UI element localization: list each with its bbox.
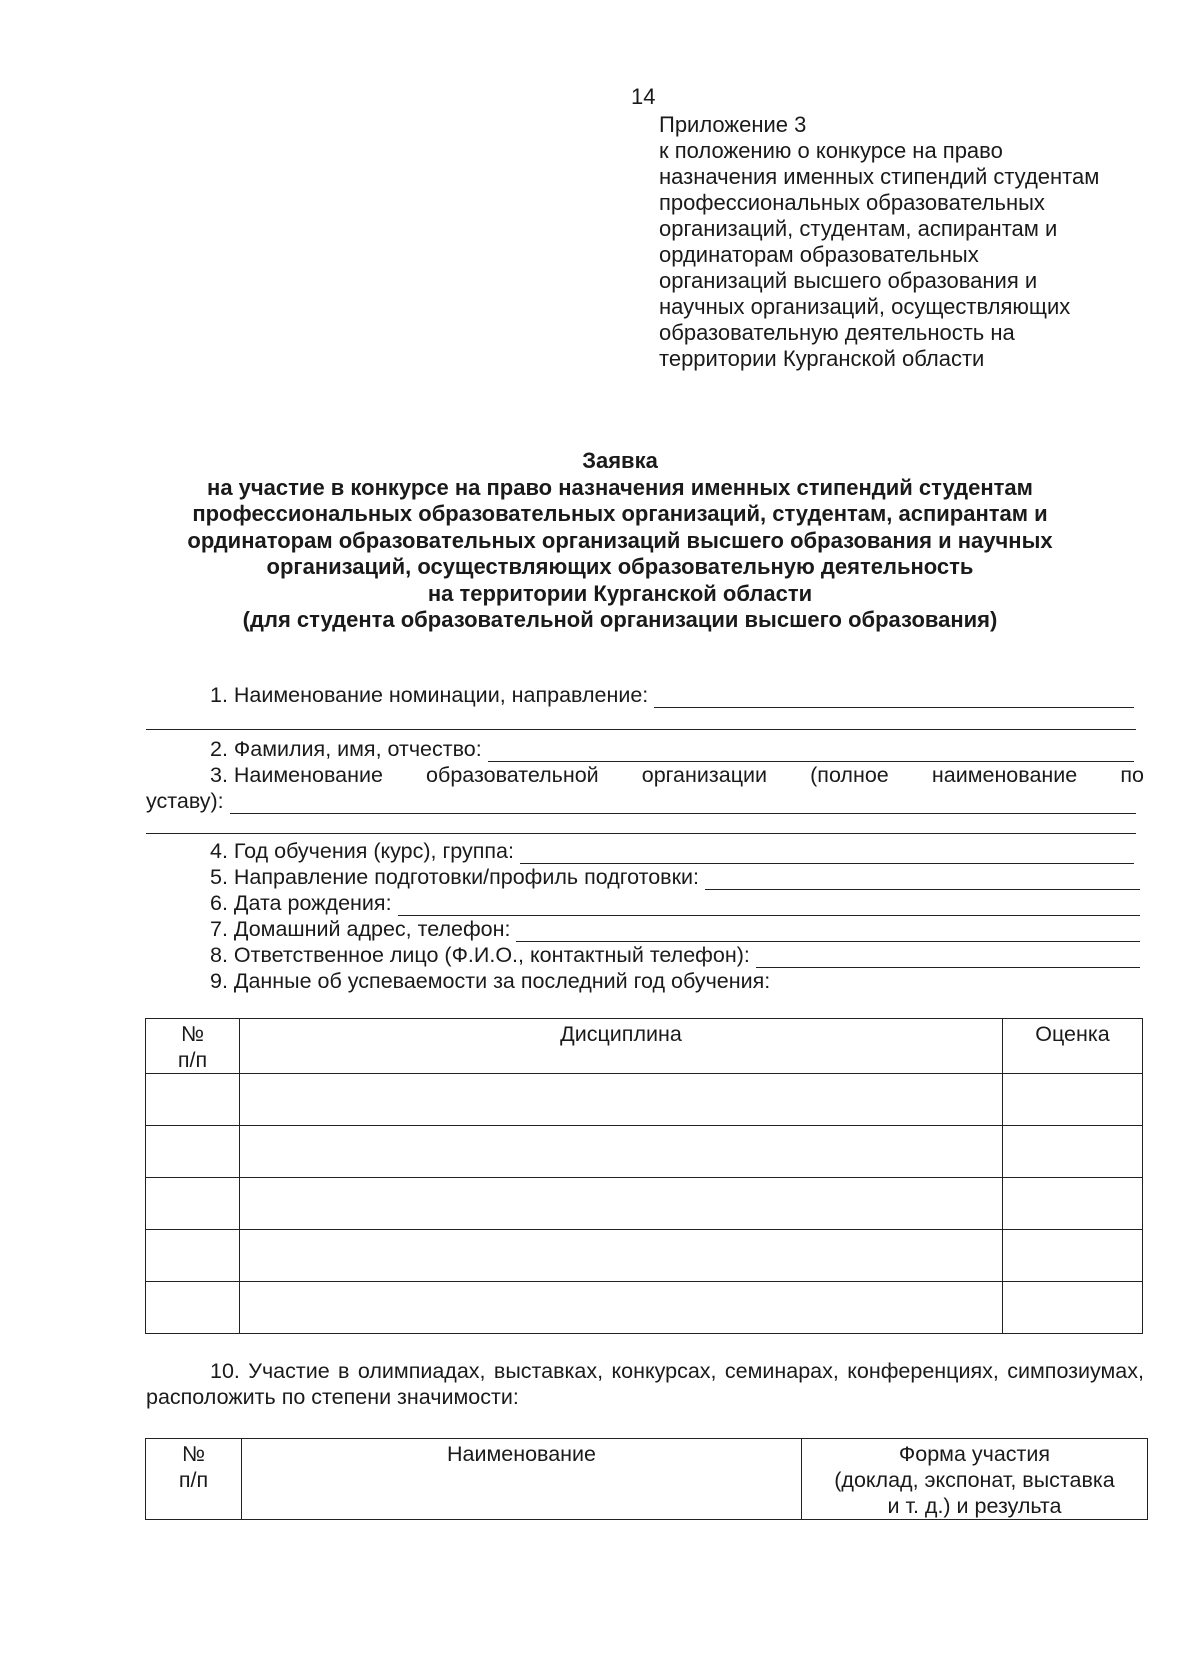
- section-10-text: 10. Участие в олимпиадах, выставках, конкурсах, семинарах, конференциях, симпозиумах, расположить по степени значимости:: [146, 1359, 1144, 1409]
- table-cell[interactable]: [240, 1230, 1003, 1282]
- appendix-line: Приложение 3: [659, 112, 807, 137]
- fill-line[interactable]: [488, 741, 1134, 762]
- fill-line[interactable]: [654, 687, 1134, 708]
- participation-table: [145, 1438, 1148, 1520]
- field-word: организации: [641, 763, 768, 787]
- field-word: (полное: [810, 763, 889, 787]
- field-label: уставу):: [146, 789, 224, 813]
- field-organization-label: [210, 762, 1144, 788]
- fill-line[interactable]: [516, 921, 1140, 942]
- field-word: наименование: [931, 763, 1078, 787]
- title-line: на территории Курганской области: [427, 580, 813, 606]
- table-row[interactable]: [146, 1178, 1143, 1230]
- title-line: (для студента образовательной организации высшего образования): [242, 607, 998, 632]
- header-discipline: Дисциплина: [240, 1019, 1003, 1074]
- fill-line-continued[interactable]: [146, 729, 1136, 730]
- appendix-line: образовательную деятельность на: [659, 320, 1015, 345]
- header-number: № п/п: [146, 1019, 240, 1074]
- fill-line[interactable]: [756, 947, 1140, 968]
- table-cell[interactable]: [1003, 1230, 1143, 1282]
- field-label: 1. Наименование номинации, направление:: [210, 683, 649, 707]
- table-row[interactable]: [146, 1126, 1143, 1178]
- appendix-line: ординаторам образовательных: [659, 242, 979, 267]
- table-cell[interactable]: [146, 1126, 240, 1178]
- field-year-group[interactable]: [210, 838, 1134, 864]
- appendix-line: профессиональных образовательных: [659, 190, 1045, 215]
- field-label: 5. Направление подготовки/профиль подготовки:: [210, 865, 699, 889]
- appendix-line: назначения именных стипендий студентам: [659, 164, 1100, 189]
- fill-line-continued[interactable]: [146, 833, 1136, 834]
- appendix-line: территории Курганской области: [659, 346, 985, 371]
- table-cell[interactable]: [146, 1282, 240, 1334]
- appendix-line: организаций высшего образования и: [659, 268, 1038, 293]
- field-full-name[interactable]: [210, 736, 1134, 762]
- table-header-row: [146, 1019, 1143, 1074]
- field-label: 4. Год обучения (курс), группа:: [210, 839, 514, 863]
- table-cell[interactable]: [240, 1126, 1003, 1178]
- appendix-line: к положению о конкурсе на право: [659, 138, 1003, 163]
- field-word: образовательной: [426, 763, 599, 787]
- table-row[interactable]: [146, 1230, 1143, 1282]
- field-label: 8. Ответственное лицо (Ф.И.О., контактный телефон):: [210, 943, 750, 967]
- grades-table: [145, 1018, 1143, 1334]
- header-participation-form: Форма участия (доклад, экспонат, выставка и т. д.) и результа: [802, 1439, 1148, 1520]
- fill-line[interactable]: [705, 869, 1140, 890]
- title-line: профессиональных образовательных организаций, студентам, аспирантам и: [192, 501, 1048, 526]
- title-line: на участие в конкурсе на право назначения именных стипендий студентам: [207, 474, 1033, 500]
- table-row[interactable]: [146, 1282, 1143, 1334]
- header-name: Наименование: [242, 1439, 802, 1520]
- table-cell[interactable]: [1003, 1178, 1143, 1230]
- field-label: 9. Данные об успеваемости за последний год обучения:: [210, 969, 771, 993]
- table-cell[interactable]: [1003, 1282, 1143, 1334]
- field-word: по: [1120, 763, 1144, 787]
- table-row[interactable]: [146, 1074, 1143, 1126]
- table-cell[interactable]: [240, 1074, 1003, 1126]
- appendix-note: [659, 112, 1159, 372]
- title-line: Заявка: [582, 448, 658, 473]
- field-training-direction[interactable]: [210, 864, 1140, 890]
- table-cell[interactable]: [240, 1282, 1003, 1334]
- field-nomination[interactable]: [210, 682, 1134, 708]
- header-grade: Оценка: [1003, 1019, 1143, 1074]
- table-cell[interactable]: [146, 1074, 240, 1126]
- table-cell[interactable]: [146, 1178, 240, 1230]
- field-label: 6. Дата рождения:: [210, 891, 392, 915]
- table-header-row: [146, 1439, 1148, 1520]
- appendix-line: научных организаций, осуществляющих: [659, 294, 1071, 319]
- field-organization[interactable]: [146, 788, 1136, 814]
- field-home-address[interactable]: [210, 916, 1140, 942]
- table-cell[interactable]: [1003, 1074, 1143, 1126]
- field-label: 7. Домашний адрес, телефон:: [210, 917, 511, 941]
- field-birth-date[interactable]: [210, 890, 1140, 916]
- field-academic-performance: [210, 968, 1140, 994]
- table-cell[interactable]: [146, 1230, 240, 1282]
- field-responsible-person[interactable]: [210, 942, 1140, 968]
- field-word: 3. Наименование: [210, 763, 383, 787]
- fill-line[interactable]: [520, 843, 1134, 864]
- page-number: 14: [631, 84, 656, 109]
- title-line: ординаторам образовательных организаций высшего образования и научных: [187, 527, 1053, 553]
- field-label: 2. Фамилия, имя, отчество:: [210, 737, 482, 761]
- table-cell[interactable]: [1003, 1126, 1143, 1178]
- document-title: [120, 448, 1120, 634]
- fill-line[interactable]: [398, 895, 1140, 916]
- table-cell[interactable]: [240, 1178, 1003, 1230]
- appendix-line: организаций, студентам, аспирантам и: [659, 216, 1058, 241]
- header-number: № п/п: [146, 1439, 242, 1520]
- title-line: организаций, осуществляющих образовательную деятельность: [266, 554, 974, 579]
- fill-line[interactable]: [230, 793, 1136, 814]
